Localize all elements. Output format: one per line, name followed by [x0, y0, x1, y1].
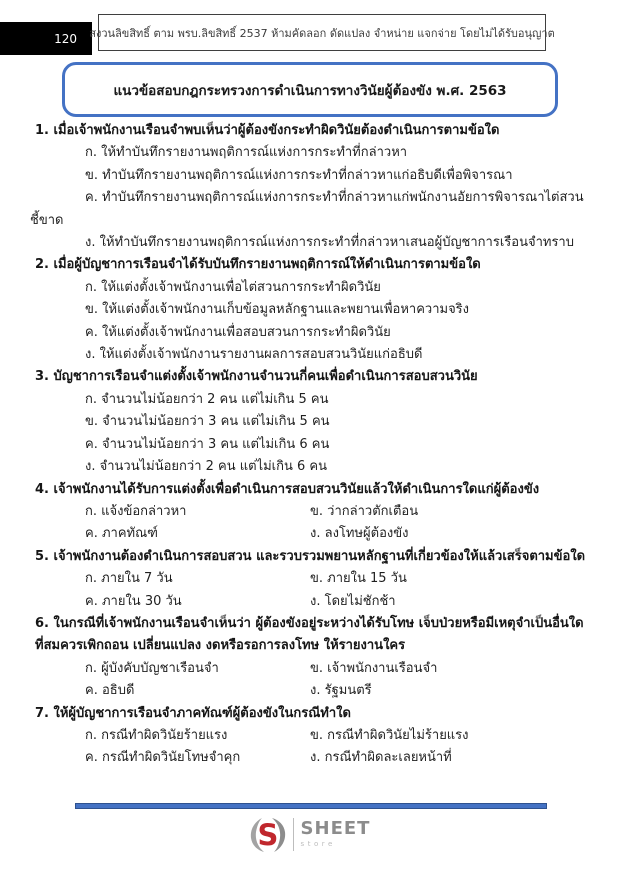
answer-option: ก. ให้แต่งตั้งเจ้าพนักงานเพื่อไต่สวนการกระทำผิดวินัย — [85, 279, 381, 295]
question-block — [30, 613, 592, 703]
footer-logo — [0, 816, 620, 854]
answer-option: ข. จำนวนไม่น้อยกว่า 3 คน แต่ไม่เกิน 5 คน — [85, 414, 330, 430]
question-block — [30, 120, 592, 254]
answer-option: ก. กรณีทำผิดวินัยร้ายแรง — [85, 727, 228, 743]
brand-subtitle: store — [300, 840, 336, 848]
answer-option: ง. กรณีทำผิดละเลยหน้าที่ — [310, 750, 452, 766]
document-title-box — [62, 62, 558, 117]
answer-option: ง. ลงโทษผู้ต้องขัง — [310, 526, 409, 542]
answer-option: ข. ว่ากล่าวตักเตือน — [310, 503, 419, 519]
answer-option-row — [30, 523, 592, 545]
answer-option: ง. จำนวนไม่น้อยกว่า 2 คน แต่ไม่เกิน 6 คน — [85, 459, 327, 475]
answer-option: ก. ภายใน 7 วัน — [85, 571, 173, 587]
question-text: 2. เมื่อผู้บัญชาการเรือนจำได้รับบันทึกรายงานพฤติการณ์ให้ดำเนินการตามข้อใด — [35, 257, 481, 273]
question-block — [30, 703, 592, 770]
answer-option: ข. เจ้าพนักงานเรือนจำ — [310, 660, 438, 676]
answer-option-row — [30, 747, 592, 769]
answer-option: ข. ทำบันทึกรายงานพฤติการณ์แห่งการกระทำที่กล่าวหาแก่อธิบดีเพื่อพิจารณา — [85, 167, 513, 183]
answer-option: ข. ให้แต่งตั้งเจ้าพนักงานเก็บข้อมูลหลักฐานและพยานเพื่อหาความจริง — [85, 302, 470, 318]
question-text: 6. ในกรณีที่เจ้าพนักงานเรือนจำเห็นว่า ผู้ต้องขังอยู่ระหว่างได้รับโทษ เจ็บป่วยหรือมีเหตุจำเป็นอื่นใด ที่สมควรเพิกถอน เปลี่ยนแปลง งดหรือรอการลงโทษ ให้รายงานใคร — [35, 615, 584, 654]
answer-option: ค. ให้แต่งตั้งเจ้าพนักงานเพื่อสอบสวนการกระทำผิดวินัย — [85, 324, 391, 340]
question-block — [30, 546, 592, 613]
answer-option: ค. กรณีทำผิดวินัยโทษจำคุก — [85, 750, 241, 766]
question-text: 5. เจ้าพนักงานต้องดำเนินการสอบสวน และรวบรวมพยานหลักฐานที่เกี่ยวข้องให้แล้วเสร็จตามข้อใด — [35, 548, 586, 564]
answer-option-row — [30, 568, 592, 590]
sheet-store-logo-icon — [250, 816, 286, 854]
answer-option: ค. ภาคทัณฑ์ — [85, 526, 158, 542]
answer-option: ข. กรณีทำผิดวินัยไม่ร้ายแรง — [310, 727, 469, 743]
question-block — [30, 366, 592, 478]
question-text: 7. ให้ผู้บัญชาการเรือนจำภาคทัณฑ์ผู้ต้องขังในกรณีทำใด — [35, 705, 351, 721]
answer-option: ค. ภายใน 30 วัน — [85, 593, 182, 609]
answer-option: ง. โดยไม่ชักช้า — [310, 593, 396, 609]
questions — [30, 120, 592, 770]
page-number: 120 — [54, 31, 77, 46]
answer-option: ก. จำนวนไม่น้อยกว่า 2 คน แต่ไม่เกิน 5 คน — [85, 391, 329, 407]
answer-option: ค. อธิบดี — [85, 683, 135, 699]
question-text: 3. บัญชาการเรือนจำแต่งตั้งเจ้าพนักงานจำนวนกี่คนเพื่อดำเนินการสอบสวนวินัย — [35, 369, 478, 385]
copyright-notice-box — [89, 14, 555, 51]
copyright-text: สงวนลิขสิทธิ์ ตาม พรบ.ลิขสิทธิ์ 2537 ห้ามคัดลอก ดัดแปลง จำหน่าย แจกจ่าย โดยไม่ได้รับอนุญาต — [89, 26, 555, 40]
question-text: 4. เจ้าพนักงานได้รับการแต่งตั้งเพื่อดำเนินการสอบสวนวินัยแล้วให้ดำเนินการใดแก่ผู้ต้องขัง — [35, 481, 540, 497]
answer-option: ข. ภายใน 15 วัน — [310, 571, 407, 587]
page-number-tab — [0, 22, 92, 55]
answer-option-row — [30, 680, 592, 702]
logo-divider — [293, 818, 294, 851]
answer-option-row — [30, 658, 592, 680]
answer-option: ก. ให้ทำบันทึกรายงานพฤติการณ์แห่งการกระทำที่กล่าวหา — [85, 145, 408, 161]
answer-option: ก. ผู้บังคับบัญชาเรือนจำ — [85, 660, 219, 676]
answer-option: ง. ให้แต่งตั้งเจ้าพนักงานรายงานผลการสอบสวนวินัยแก่อธิบดี — [85, 347, 423, 363]
question-block — [30, 479, 592, 546]
answer-option: ค. ทำบันทึกรายงานพฤติการณ์แห่งการกระทำที่กล่าวหาแก่พนักงานอัยการพิจารณาไต่สวนชี้ขาด — [30, 190, 584, 228]
question-text: 1. เมื่อเจ้าพนักงานเรือนจำพบเห็นว่าผู้ต้องขังกระทำผิดวินัยต้องดำเนินการตามข้อใด — [35, 123, 500, 138]
brand-text — [301, 816, 371, 848]
question-block — [30, 254, 592, 366]
page-title: แนวข้อสอบกฎกระทรวงการดำเนินการทางวินัยผู้ต้องขัง พ.ศ. 2563 — [113, 82, 507, 99]
footer-divider-bar — [75, 803, 547, 809]
brand-name: SHEET — [300, 818, 371, 839]
answer-option: ก. แจ้งข้อกล่าวหา — [85, 503, 187, 519]
answer-option-row — [30, 591, 592, 613]
answer-option: ง. ให้ทำบันทึกรายงานพฤติการณ์แห่งการกระทำที่กล่าวหาเสนอผู้บัญชาการเรือนจำทราบ — [85, 235, 574, 251]
answer-option: ง. รัฐมนตรี — [310, 683, 372, 699]
svg-text:S: S — [257, 818, 278, 852]
answer-option-row — [30, 501, 592, 523]
answer-option-row — [30, 725, 592, 747]
answer-option: ค. จำนวนไม่น้อยกว่า 3 คน แต่ไม่เกิน 6 คน — [85, 436, 330, 452]
